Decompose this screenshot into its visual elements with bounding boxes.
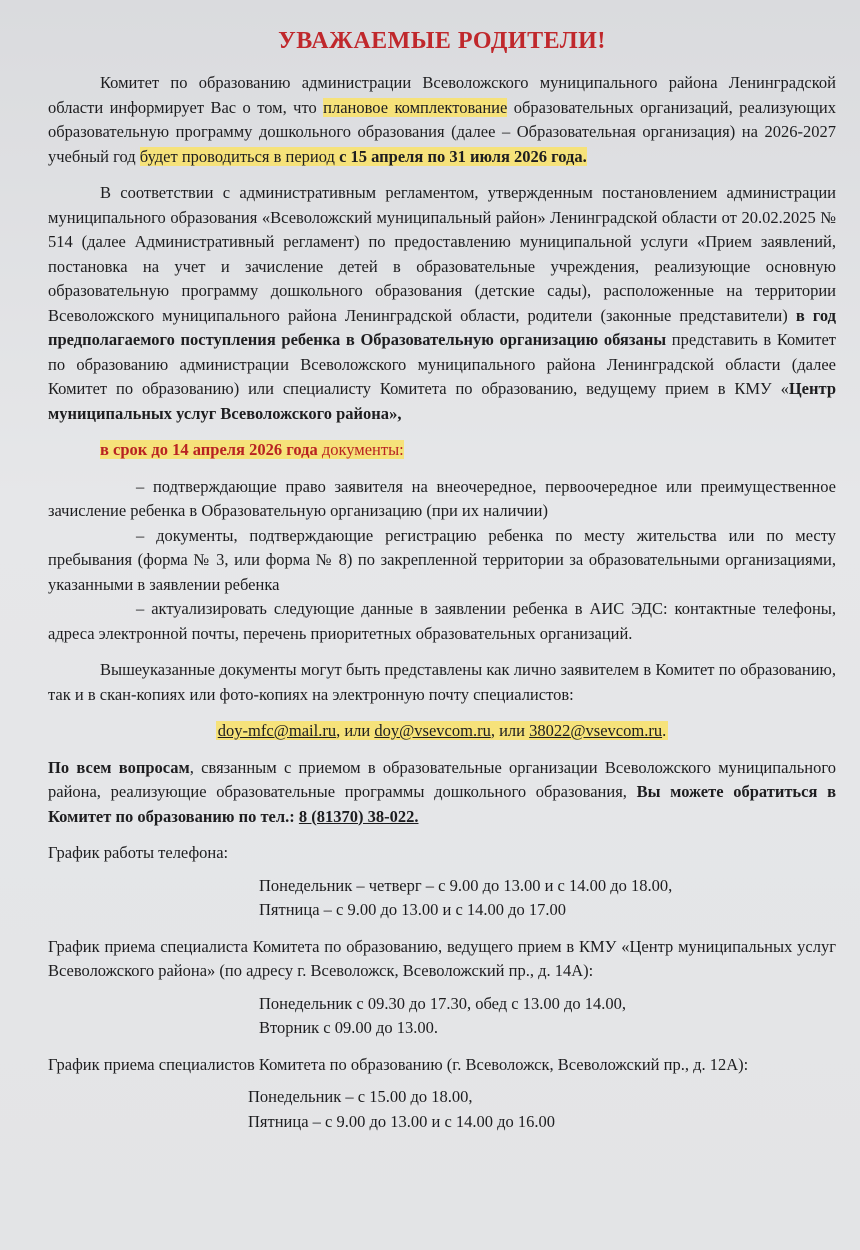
deadline-date: в срок до 14 апреля 2026 года [100, 440, 318, 459]
email-link-3[interactable]: 38022@vsevcom.ru [529, 721, 663, 740]
paragraph-questions [48, 756, 836, 830]
regulation-text-b: представить в Комитет по образованию администрации Всеволожского муниципального района Ленинградской области (далее Комитет по образованию) или специалисту Комитета по образованию, ведущему прием в КМУ « [48, 330, 836, 398]
email-link-2[interactable]: doy@vsevcom.ru [374, 721, 491, 740]
email-link-1[interactable]: doy-mfc@mail.ru [217, 721, 337, 740]
kmu-schedule-line: Понедельник с 09.30 до 17.30, обед с 13.00 до 14.00, [259, 993, 626, 1013]
deadline-documents: документы: [317, 440, 404, 459]
phone-schedule-line: Пятница – с 9.00 до 13.00 и с 14.00 до 17.00 [259, 900, 567, 919]
list-item: – актуализировать следующие данные в заявлении ребенка в АИС ЭДС: контактные телефоны, адреса электронной почты, перечень приоритетных образовательных организаций. [48, 599, 836, 643]
highlight-period-dates: с 15 апреля по 31 июля 2026 года. [339, 146, 587, 166]
list-item: – документы, подтверждающие регистрацию ребенка по месту жительства или по месту пребывания (форма № 3, или форма № 8) по закрепленной территории за образовательными организациями, указанными в заявлении ребенка [48, 525, 836, 594]
questions-lead: По всем вопросам [48, 757, 190, 777]
regulation-text-a: В соответствии с административным регламентом, утвержденным постановлением администрации муниципального образования «Всеволожский муниципальный район» Ленинградской области от 20.02.2025 № 514 (далее Административный регламент) по предоставлению муниципальной услуги «Прием заявлений, постановка на учет и зачисление детей в образовательные учреждения, реализующие основную образовательную программу дошкольного образования (детские сады), расположенные на территории Всеволожского муниципального района Ленинградской области, родители (законные представители) [48, 183, 836, 325]
highlight-period-label: будет проводиться в период [139, 146, 340, 166]
email-separator-2: , или [490, 721, 530, 740]
regulation-center-name: Центр муниципальных услуг Всеволожского района [48, 379, 836, 423]
phone-schedule-heading: График работы телефона: [48, 843, 229, 862]
email-separator-1: , или [336, 721, 375, 740]
committee-schedule-line: Понедельник – с 15.00 до 18.00, [248, 1087, 473, 1106]
regulation-text-c: », [389, 403, 402, 423]
questions-contact: Вы можете обратиться в Комитет по образованию по тел.: [48, 782, 836, 826]
regulation-obligation: в год предполагаемого поступления ребенка в Образовательную организацию обязаны [48, 305, 837, 349]
intro-text-b: образовательных организаций, реализующих образовательную программу дошкольного образования (далее – Образовательная организация) на 2026-2027 учебный год [48, 97, 836, 166]
committee-schedule-line: Пятница – с 9.00 до 13.00 и с 14.00 до 16.00 [248, 1111, 556, 1131]
paragraph-submission: Вышеуказанные документы могут быть представлены как лично заявителем в Комитет по образованию, так и в скан-копиях или фото-копиях на электронную почту специалистов: [48, 660, 836, 704]
deadline-line [100, 438, 836, 463]
phone-number: 8 (81370) 38-022. [298, 806, 419, 826]
page-title: УВАЖАЕМЫЕ РОДИТЕЛИ! [278, 28, 606, 54]
questions-text: , связанным с приемом в образовательные организации Всеволожского муниципального района, реализующие образовательные программы дошкольного образования, [48, 757, 836, 801]
list-item: – подтверждающие право заявителя на внеочередное, первоочередное или преимущественное зачисление ребенка в Образовательную организацию (при их наличии) [48, 476, 836, 520]
kmu-schedule-heading: График приема специалиста Комитета по образованию, ведущего прием в КМУ «Центр муниципальных услуг Всеволожского района» (по адресу г. Всеволожск, Всеволожский пр., д. 14А): [48, 936, 836, 980]
email-contacts [216, 721, 668, 740]
email-end: . [662, 721, 667, 740]
committee-schedule-heading: График приема специалистов Комитета по образованию (г. Всеволожск, Всеволожский пр., д. 12А): [48, 1054, 749, 1074]
paragraph-intro [48, 71, 836, 169]
phone-schedule-line: Понедельник – четверг – с 9.00 до 13.00 и с 14.00 до 18.00, [259, 875, 673, 895]
paragraph-regulation [48, 181, 836, 426]
highlight-planned-staffing: плановое комплектование [323, 97, 508, 117]
email-line [48, 719, 836, 744]
kmu-schedule-line: Вторник с 09.00 до 13.00. [259, 1018, 439, 1037]
intro-text-a: Комитет по образованию администрации Всеволожского муниципального района Ленинградской области информирует Вас о том, что [48, 73, 836, 117]
